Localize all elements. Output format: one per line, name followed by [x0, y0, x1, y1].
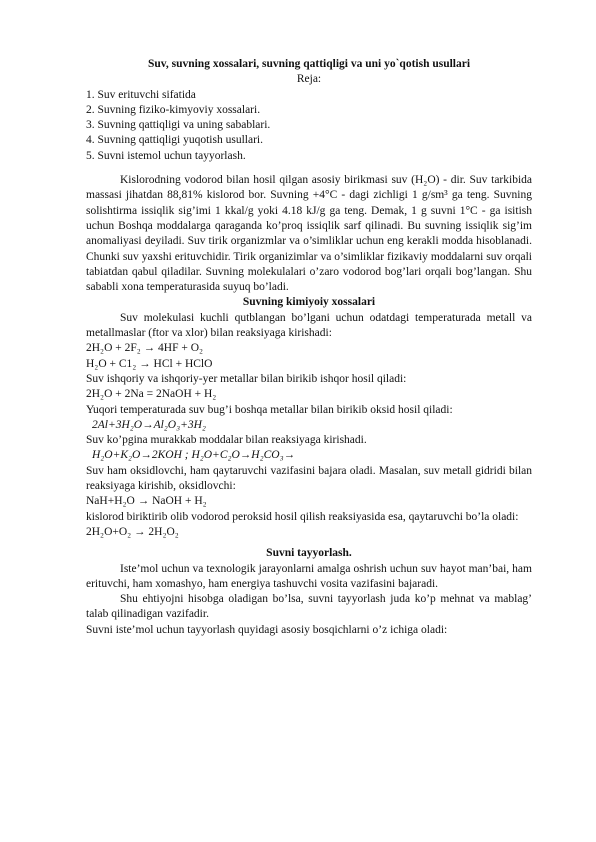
plan-item: 5. Suvni istemol uchun tayyorlash.	[86, 149, 246, 162]
complex-substances-text: Suv ko’pgina murakkab moddalar bilan reaksiyaga kirishadi.	[86, 434, 367, 447]
equation-chlorine: H₂O + C1₂ → HCl + HClO	[86, 357, 213, 370]
plan-label: Reja:	[296, 73, 322, 86]
prep-paragraph: Suvni iste’mol uchun tayyorlash quyidagi asosiy bosqichlarni o’z ichiga oladi:	[86, 623, 448, 636]
plan-item: 2. Suvning fiziko-kimyoviy xossalari.	[86, 103, 261, 116]
prep-heading: Suvni tayyorlash.	[266, 547, 352, 560]
oxidizer-text: Suv ham oksidlovchi, ham qaytaruvchi vazifasini bajara oladi. Masalan, suv metall gidridi bilan reaksiyaga kirishib, oksidlovchi:	[86, 464, 532, 493]
prep-paragraph: Iste’mol uchun va texnologik jarayonlarni amalga oshrish uchun suv hayot man’bai, ham erituvchi, ham xomashyo, ham energiya tashuvchi vosita vazifasini bajaradi.	[86, 562, 532, 590]
other-metals-text: Yuqori temperaturada suv bug’i boshqa metallar bilan birikib oksid hosil qiladi:	[86, 403, 453, 416]
document-body	[86, 57, 532, 638]
equation-hydride: NaH+H₂O → NaOH + H₂	[86, 495, 207, 508]
active-metals-text: Suv ishqoriy va ishqoriy-yer metallar bilan birikib ishqor hosil qiladi:	[86, 372, 407, 385]
equation-fluorine: 2H₂O + 2F₂ → 4HF + O₂	[86, 342, 204, 355]
plan-list	[86, 88, 532, 164]
equation-sodium: 2H₂O + 2Na = 2NaOH + H₂	[86, 388, 217, 401]
prep-paragraph: Shu ehtiyojni hisobga oladigan bo’lsa, suvni tayyorlash juda ko’p mehnat va mablag’ talab qilinadigan vazifadir.	[86, 593, 532, 621]
equation-aluminium: 2Al+3H₂O→Al₂O₃+3H₂	[92, 418, 206, 431]
plan-item: 4. Suvning qattiqligi yuqotish usullari.	[86, 134, 263, 147]
document-title: Suv, suvning xossalari, suvning qattiqligi va uni yo`qotish usullari	[147, 58, 471, 70]
chem-intro: Suv molekulasi kuchli qutblangan bo’lgani uchun odatdagi temperaturada metall va metallmaslar (ftor va xlor) bilan reaksiyaga kirishadi:	[86, 311, 532, 340]
plan-item: 3. Suvning qattiqligi va uning sabablari.	[86, 119, 271, 132]
intro-paragraph: Kislorodning vodorod bilan hosil qilgan asosiy birikmasi suv (H₂O) - dir. Suv tarkibida massasi jihatdan 88,81% kislorod bor. Suvning +4°C - dagi zichligi 1 g/sm³ ga teng. Suvning solishtirma issiqlik sig’imi 1 kkal/g yoki 4.18 kJ/g ga teng. Demak, 1 g suvni 1°C - ga isitish uchun Boshqa moddalarga qaraganda ko’proq issiqlik sarf qilinadi. Bu suvning issiqlik sig’im anomaliyasi deyiladi. Suv tirik organizmlar va o’simliklar uchun eng kerakli modda hisoblanadi. Chunki suv yaxshi erituvchidir. Tirik organizimlar va o’simliklar fizikaviy moddalarni suv orqali tabiatdan qabul qiladilar. Suvning molekulalari o’zaro vodorod bog’lari orqali bog’langan. Shu sababli xona temperaturasida suyuq bo’ladi.	[86, 174, 532, 294]
equation-peroxide: 2H₂O+O₂ → 2H₂O₂	[86, 525, 179, 538]
chem-heading: Suvning kimiyoiy xossalari	[242, 296, 376, 309]
reducer-text: kislorod biriktirib olib vodorod peroksid hosil qilish reaksiyasida esa, qaytaruvchi bo’la oladi:	[86, 510, 519, 523]
equation-oxides: H₂O+K₂O→2KOH ; H₂O+C₂O→H₂CO₃→	[92, 449, 296, 462]
plan-item: 1. Suv erituvchi sifatida	[86, 88, 196, 101]
spacer	[86, 164, 532, 173]
